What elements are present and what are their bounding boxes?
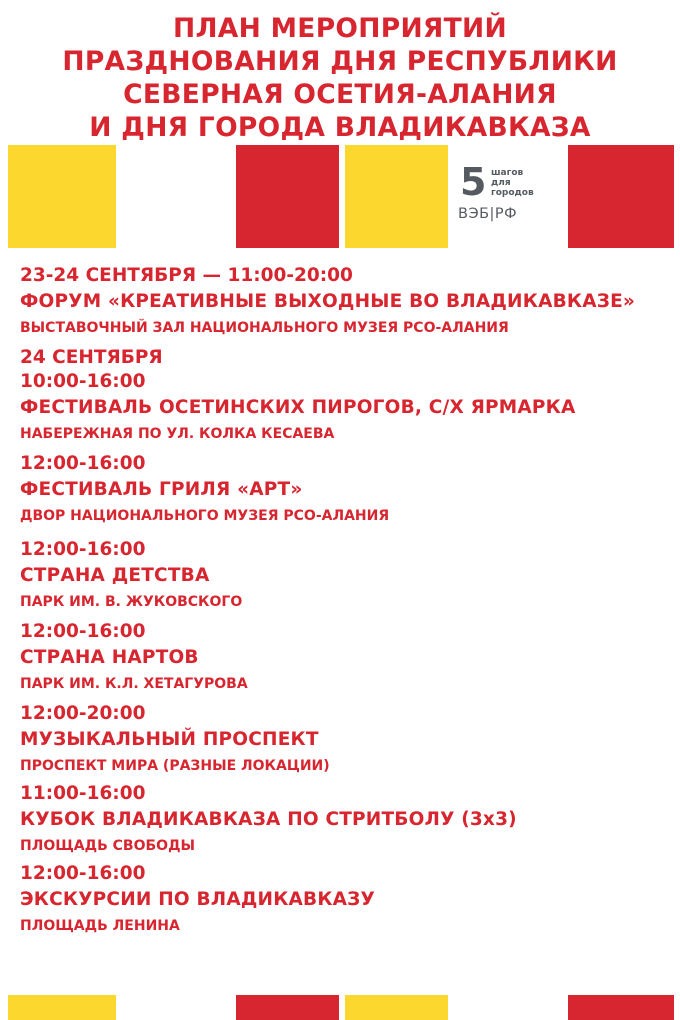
event-name: КУБОК ВЛАДИКАВКАЗА ПО СТРИТБОЛУ (3х3) — [20, 809, 517, 830]
event-place: ПРОСПЕКТ МИРА (РАЗНЫЕ ЛОКАЦИИ) — [20, 758, 330, 774]
event-name: ФЕСТИВАЛЬ ОСЕТИНСКИХ ПИРОГОВ, С/Х ЯРМАРКА — [20, 397, 576, 418]
logo-word: для — [491, 178, 511, 188]
title-line: ПЛАН МЕРОПРИЯТИЙ — [173, 13, 507, 44]
logo-number: 5 — [460, 160, 487, 204]
event-name: СТРАНА НАРТОВ — [20, 647, 199, 668]
event-name: ФЕСТИВАЛЬ ГРИЛЯ «АРТ» — [20, 479, 303, 500]
decor-block-yellow — [345, 995, 448, 1020]
event-name: ФОРУМ «КРЕАТИВНЫЕ ВЫХОДНЫЕ ВО ВЛАДИКАВКАЗЕ» — [20, 291, 636, 312]
event-place: ПЛОЩАДЬ ЛЕНИНА — [20, 918, 180, 934]
title-line: ПРАЗДНОВАНИЯ ДНЯ РЕСПУБЛИКИ — [62, 46, 618, 77]
event-time: 12:00-16:00 — [20, 539, 146, 560]
event-item — [20, 538, 670, 614]
event-place: ПАРК ИМ. В. ЖУКОВСКОГО — [20, 594, 243, 610]
event-place: НАБЕРЕЖНАЯ ПО УЛ. КОЛКА КЕСАЕВА — [20, 426, 335, 442]
title-line: И ДНЯ ГОРОДА ВЛАДИКАВКАЗА — [89, 112, 591, 143]
title-line: СЕВЕРНАЯ ОСЕТИЯ-АЛАНИЯ — [123, 79, 557, 110]
event-time: 12:00-20:00 — [20, 703, 146, 724]
logo-word: шагов — [491, 168, 524, 178]
event-item — [20, 264, 670, 340]
event-date: 24 СЕНТЯБРЯ — [20, 347, 163, 368]
event-time: 12:00-16:00 — [20, 863, 146, 884]
event-name: МУЗЫКАЛЬНЫЙ ПРОСПЕКТ — [20, 729, 319, 750]
event-time: 12:00-16:00 — [20, 621, 146, 642]
event-item — [20, 862, 670, 938]
event-place: ПАРК ИМ. К.Л. ХЕТАГУРОВА — [20, 676, 248, 692]
event-time: 23-24 СЕНТЯБРЯ — 11:00-20:00 — [20, 265, 353, 286]
event-item — [20, 620, 670, 696]
decor-block-yellow — [8, 145, 116, 248]
event-place: ДВОР НАЦИОНАЛЬНОГО МУЗЕЯ РСО-АЛАНИЯ — [20, 508, 390, 524]
logo-words — [491, 168, 534, 198]
event-item — [20, 782, 670, 858]
decor-block-yellow — [8, 995, 116, 1020]
poster-title — [0, 12, 680, 144]
event-time: 11:00-16:00 — [20, 783, 146, 804]
decor-block-red — [236, 995, 339, 1020]
event-item — [20, 702, 670, 778]
event-time: 10:00-16:00 — [20, 371, 146, 392]
event-place: ВЫСТАВОЧНЫЙ ЗАЛ НАЦИОНАЛЬНОГО МУЗЕЯ РСО-АЛАНИЯ — [20, 320, 509, 336]
decor-block-red — [236, 145, 339, 248]
veb-rf-logo: ВЭБ|РФ — [458, 206, 518, 222]
logo-word: городов — [491, 188, 534, 198]
event-place: ПЛОЩАДЬ СВОБОДЫ — [20, 838, 196, 854]
event-name: ЭКСКУРСИИ ПО ВЛАДИКАВКАЗУ — [20, 889, 375, 910]
events-list — [20, 264, 670, 938]
decor-block-red — [568, 995, 674, 1020]
decor-block-red — [568, 145, 674, 248]
event-item — [20, 346, 670, 446]
event-time: 12:00-16:00 — [20, 453, 146, 474]
event-name: СТРАНА ДЕТСТВА — [20, 565, 210, 586]
decor-block-yellow — [345, 145, 448, 248]
event-item — [20, 452, 670, 528]
5-steps-logo — [456, 160, 562, 236]
